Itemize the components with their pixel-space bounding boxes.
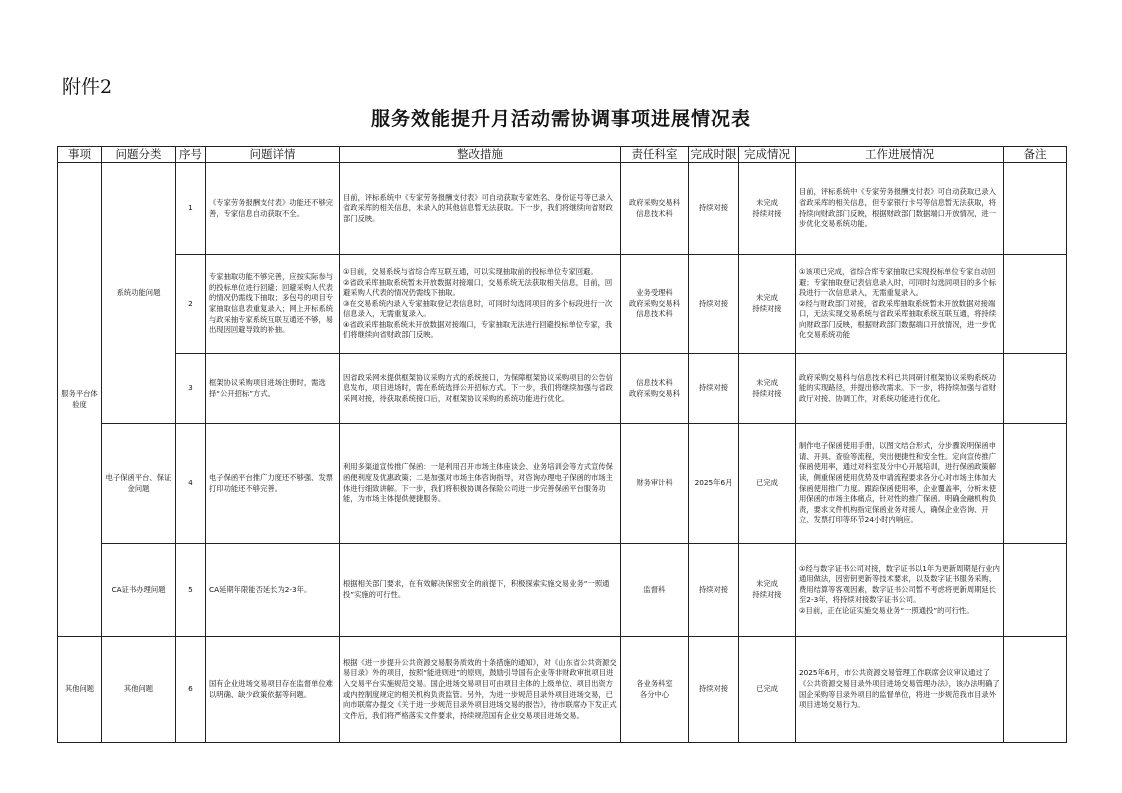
row-measures (340, 354, 621, 424)
header-dept: 责任科室 (621, 147, 689, 163)
row-progress (796, 255, 1004, 354)
category-cell: CA证书办理问题 (102, 544, 176, 637)
row-status (739, 544, 796, 637)
category-cell: 系统功能问题 (102, 163, 176, 424)
progress-line: 制作电子保函使用手册，以图文结合形式，分步骤说明保函申请、开具、查验等流程，突出便捷性和安全性。定向宣传推广保函使用率，通过对科室及分中心开展培训，进行保函政策解读，侧重保函使用优势及申请流程要求各分心对市场主体加大保函使用推广力度。跟踪保函使用率，企业覆盖率，分析未使用保函的市场主体痛点，针对性的推广保函。明确金融机构负责，要求文件机构指定保函业务对接人，确保企业咨询、开立、发票打印等环节24小时内响应。 (799, 441, 997, 525)
row-dept (621, 424, 689, 544)
row-detail: CA延期年限能否延长为2-3年。 (206, 544, 340, 637)
category-cell: 其他问题 (102, 637, 176, 743)
progress-line: 政府采购交易科与信息技术科已共同研讨框架协议采购系统功能的实现路径，并提出修改需求。下一步，将持续加强与省财政厅对接、协调工作，对系统功能进行优化。 (799, 372, 997, 403)
measure-line: ③在交易系统内录入专家抽取登记表信息时，可同时勾选同项目的多个标段进行一次信息录入，无需重复录入。 (343, 298, 613, 319)
row-detail: 框架协议采购项目进场注册时，需选择“公开招标”方式。 (206, 354, 340, 424)
header-category: 问题分类 (102, 147, 176, 163)
attachment-label: 附件2 (62, 76, 113, 98)
dept-line: 业务受理科 政府采购交易科 信息技术科 (628, 288, 681, 319)
group-cell: 其他问题 (58, 637, 102, 743)
measure-line: ②省政采库抽取系统暂未开放数据对接端口，交易系统无法获取相关信息，目前，回避采购人代表的情况仍需线下抽取。 (343, 277, 613, 298)
row-no: 3 (176, 354, 206, 424)
row-dept (621, 354, 689, 424)
progress-line: ②经与财政部门对接，省政采库抽取系统暂未开放数据对接端口，无法实现交易系统与省政采库抽取系统互联互通，将持续向财政部门反映，根据财政部门数据端口开放情况，进一步优化交易系统功能 (799, 298, 997, 340)
row-note (1004, 637, 1067, 743)
document-title: 服务效能提升月活动需协调事项进展情况表 (370, 108, 751, 130)
progress-table (57, 146, 1067, 743)
progress-line: 2025年6月，市公共资源交易管理工作联席会议审议通过了《公共资源交易目录外项目进场交易管理办法》，该办法明确了国企采购等目录外项目的监督单位，将进一步规范我市目录外项目进场交易行为。 (799, 668, 1000, 710)
row-status (739, 354, 796, 424)
progress-line: ①经与数字证书公司对接，数字证书以1年为更新周期是行业内通用做法，因密钥更新等技术要求，以及数字证书服务采购、费用结算等客观因素，数字证书公司暂不考虑将更新周期延长至2-3年，将持续对接数字证书公司。 (799, 563, 1000, 605)
status-line: 未完成 持续对接 (752, 197, 782, 218)
row-measures (340, 163, 621, 255)
header-status: 完成情况 (739, 147, 796, 163)
header-row (58, 147, 1067, 163)
category-cell: 电子保函平台、保证金问题 (102, 424, 176, 544)
dept-line: 监督科 (643, 584, 666, 594)
row-detail: 《专家劳务报酬支付表》功能还不够完善，专家信息自动获取不全。 (206, 163, 340, 255)
row-measures (340, 637, 621, 743)
row-deadline: 持续对接 (689, 163, 739, 255)
table-row (58, 354, 1067, 424)
dept-line: 信息技术科 政府采购交易科 (628, 377, 681, 398)
row-dept (621, 544, 689, 637)
row-note (1004, 354, 1067, 424)
progress-line: ②目前，正在论证实施交易业务“一照通投”的可行性。 (799, 605, 974, 615)
header-note: 备注 (1004, 147, 1067, 163)
row-note (1004, 424, 1067, 544)
row-status (739, 424, 796, 544)
row-no: 6 (176, 637, 206, 743)
row-measures (340, 424, 621, 544)
row-measures (340, 255, 621, 354)
header-item: 事项 (58, 147, 102, 163)
measure-line: 利用多渠道宣传推广保函：一是利用召开市场主体座谈会、业务培训会等方式宣传保函便利度及优惠政策；二是加强对市场主体咨询指导，对咨询办理电子保函的市场主体进行细致讲解。下一步，我们将积极协调各保险公司进一步完善保函平台服务功能，为市场主体提供便捷服务。 (343, 462, 613, 504)
row-progress (796, 354, 1004, 424)
row-status (739, 637, 796, 743)
row-progress (796, 163, 1004, 255)
status-line: 已完成 (756, 478, 778, 488)
dept-line: 财务审计科 (636, 478, 673, 488)
row-detail: 国有企业进场交易项目存在监督单位难以明确、缺少政策依据等问题。 (206, 637, 340, 743)
status-line: 已完成 (756, 684, 778, 694)
row-no: 1 (176, 163, 206, 255)
table-row (58, 637, 1067, 743)
row-no: 4 (176, 424, 206, 544)
row-progress (796, 544, 1004, 637)
dept-line: 各业务科室 各分中心 (636, 678, 673, 699)
table-row (58, 544, 1067, 637)
measure-line: ④省政采库抽取系统未开放数据对接端口，专家抽取无法进行回避投标单位专家，我们将继续向省财政部门反映。 (343, 319, 613, 340)
table-row (58, 163, 1067, 255)
row-detail: 电子保函平台推广力度还不够强、发票打印功能还不够完善。 (206, 424, 340, 544)
row-note (1004, 163, 1067, 255)
measure-line: ①目前，交易系统与省综合库互联互通，可以实现抽取前的投标单位专家回避。 (343, 266, 598, 276)
progress-line: 目前，评标系统中《专家劳务报酬支付表》可自动获取已录入省政采库的相关信息，但专家银行卡号等信息暂无法获取，将持续向财政部门反映，根据财政部门数据端口开放情况，进一步优化交易系统功能。 (799, 187, 997, 229)
row-note (1004, 544, 1067, 637)
row-deadline: 持续对接 (689, 544, 739, 637)
status-line: 未完成 持续对接 (752, 579, 782, 599)
row-progress (796, 424, 1004, 544)
row-no: 5 (176, 544, 206, 637)
row-dept (621, 163, 689, 255)
measure-line: 目前，评标系统中《专家劳务报酬支付表》可自动获取专家姓名、身份证号等已录入省政采库的相关信息，未录入的其他信息暂无法获取。下一步，我们将继续向省财政部门反映。 (343, 192, 613, 223)
dept-line: 政府采购交易科 信息技术科 (628, 197, 681, 218)
header-deadline: 完成时限 (690, 147, 737, 161)
row-deadline: 2025年6月 (689, 424, 739, 544)
measure-line: 根据《进一步提升公共资源交易服务质效的十条措施的通知》，对《山东省公共资源交易目录》外的项目，按照“能进则进”的原则，鼓励引导国有企业等非财政审批项目进入交易平台实施规范交易。国企进场交易项目可由项目主体的上级单位、项目出资方或内控制度规定的相关机构负责监管。另外，为进一步规范目录外项目进场交易，已向市联席办提交《关于进一步规范目录外项目进场交易的报告》，待市联席办下发正式文件后，我们将严格落实文件要求，持续规范国有企业交易项目进场交易。 (343, 657, 617, 720)
table-row (58, 255, 1067, 354)
status-line: 未完成 持续对接 (752, 377, 782, 398)
header-progress: 工作进展情况 (796, 147, 1004, 163)
measure-line: 因省政采网未提供框架协议采购方式的系统接口，为保障框架协议采购项目的公告信息发布，项目进场时，需在系统选择公开招标方式。下一步，我们将继续加强与省政采网对接，待获取系统接口后，对框架协议采购的系统功能进行优化。 (343, 372, 613, 403)
row-deadline: 持续对接 (689, 354, 739, 424)
table-row (58, 424, 1067, 544)
group-cell: 服务平台体验度 (58, 163, 102, 637)
status-line: 未完成 持续对接 (752, 293, 782, 313)
row-progress (796, 637, 1004, 743)
row-dept (621, 637, 689, 743)
header-no: 序号 (176, 147, 206, 163)
measure-line: 根据相关部门要求，在有效解决保密安全的前提下，积极探索实施交易业务“一照通投”实施的可行性。 (343, 579, 610, 599)
row-detail: 专家抽取功能不够完善，应按实际参与的投标单位进行回避；回避采购人代表的情况仍需线下抽取；多包号的项目专家抽取信息表重复录入；网上开标系统与政采抽专家系统互联互通还不够，易出现因回避导致的补抽。 (206, 255, 340, 354)
row-note (1004, 255, 1067, 354)
row-measures (340, 544, 621, 637)
row-deadline: 持续对接 (689, 255, 739, 354)
header-detail: 问题详情 (206, 147, 340, 163)
row-deadline: 持续对接 (689, 637, 739, 743)
row-status (739, 255, 796, 354)
progress-line: ①该项已完成，省综合库专家抽取已实现投标单位专家自动回避；专家抽取登记表信息录入时，可同时勾选同项目的多个标段进行一次信息录入，无需重复录入。 (799, 266, 997, 298)
row-dept (621, 255, 689, 354)
row-no: 2 (176, 255, 206, 354)
header-measures: 整改措施 (340, 147, 621, 163)
row-status (739, 163, 796, 255)
